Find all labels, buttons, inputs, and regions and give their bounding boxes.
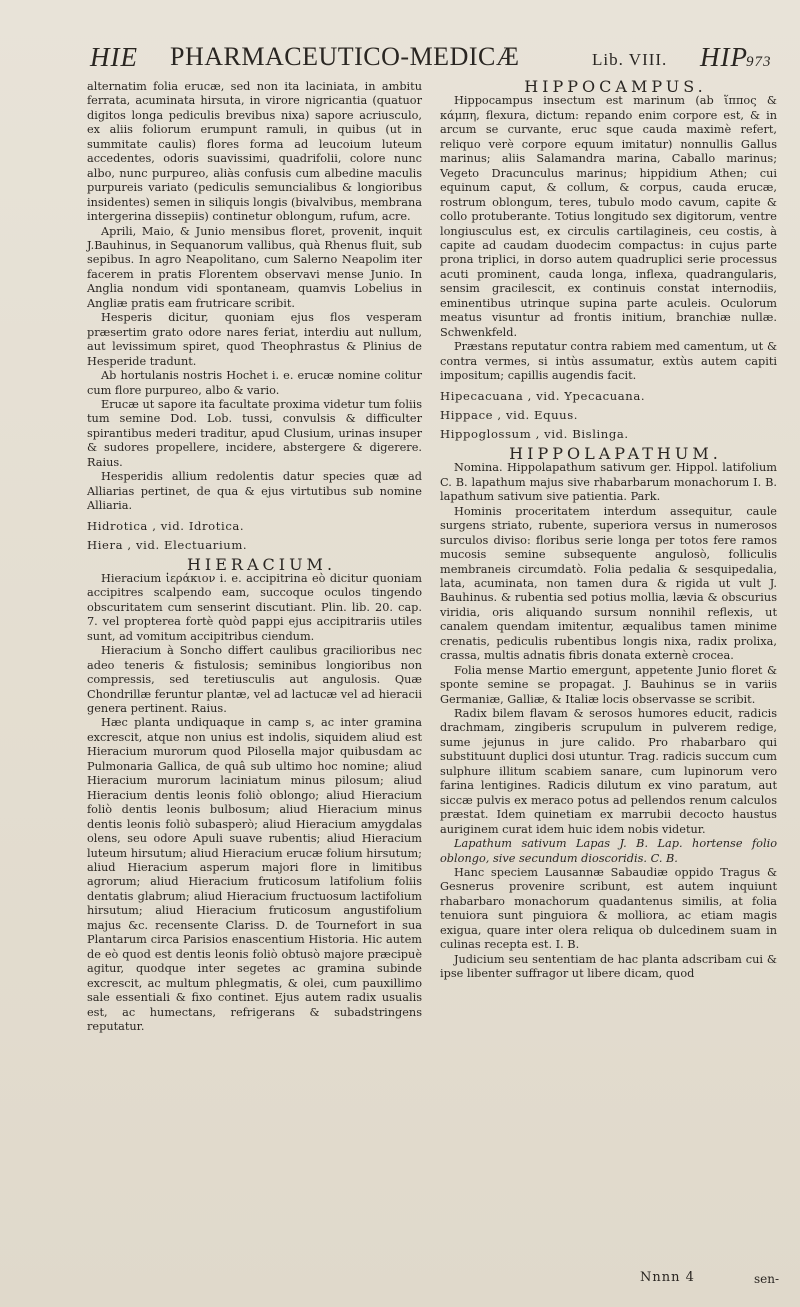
paragraph: Radix bilem flavam & serosos humores educit, radicis drachmam, zingiberis scrupulum in pulverem redige, sume jejunus in jure calido. Pro rhabarbaro qui substituunt duplici dosi utuntur. Trag. radicis succum cum sulphure illitum scabiem sanare, cum lupinorum vero farina lentigines. Radicis dilutum ex vino paratum, aut siccæ pulvis ex meraco potus ad pellendos renum calculos præstat. Idem quinetiam ex marrubii decocto haustus auriginem curat idem huic idem nobis videtur. — [440, 707, 777, 836]
paragraph: Hesperidis allium redolentis datur species quæ ad Alliarias pertinet, de qua & ejus virtutibus sub nomine Alliaria. — [87, 470, 422, 513]
left-column — [87, 80, 422, 1034]
entry-heading: HIERACIUM. — [186, 554, 337, 574]
cross-reference: Hidrotica , vid. Idrotica. — [87, 518, 245, 533]
running-head-book: Lib. VIII. — [592, 50, 668, 69]
entry-heading: HIPPOCAMPUS. — [524, 77, 707, 96]
paragraph: Folia mense Martio emergunt, appetente Junio floret & sponte semine se propagat. J. Bauhinus se in variis Germaniæ, Galliæ, & Italiæ locis observasse se scribit. — [440, 663, 777, 706]
running-head-right: HIP — [700, 42, 748, 72]
paragraph: Ab hortulanis nostris Hochet i. e. erucæ nomine colitur cum flore purpureo, albo & vario. — [87, 369, 422, 397]
cross-reference: Hippoglossum , vid. Bislinga. — [440, 427, 629, 442]
paragraph: Nomina. Hippolapathum sativum ger. Hippol. latifolium C. B. lapathum majus sive rhabarbarum monachorum I. B. lapathum sativum sive patientia. Park. — [440, 461, 777, 504]
signature-mark: Nnnn 4 — [640, 1270, 695, 1285]
paragraph: Erucæ ut sapore ita facultate proxima videtur tum foliis tum semine Dod. Lob. tussi, convulsis & difficulter spirantibus mederi traditur, apud Clusium, urinas insuper & sudores propellere, incidere, abstergere & digerere. Raius. — [87, 397, 422, 469]
page-number: 973 — [746, 54, 772, 70]
paragraph: Hesperis dicitur, quoniam ejus flos vesperam præsertim grato odore nares feriat, interdiu aut nullum, aut levissimum spiret, quod Theophrastus & Plinius de Hesperide tradunt. — [87, 311, 422, 368]
cross-reference: Hipecacuana , vid. Ypecacuana. — [440, 388, 646, 403]
entry-heading: HIPPOLAPATHUM. — [509, 443, 722, 463]
paragraph: Præstans reputatur contra rabiem med camentum, ut & contra vermes, si intùs assumatur, extùs autem capiti impositum; capillis augendis facit. — [440, 340, 777, 383]
running-head-left: HIE — [90, 42, 138, 72]
right-column — [440, 77, 777, 982]
paragraph: Aprili, Maio, & Junio mensibus floret, provenit, inquit J.Bauhinus, in Sequanorum vallibus, quà Rhenus fluit, sub sepibus. In agro Neapolitano, cum Salerno Neapolim iter facerem in pratis Florentem observavi mense Junio. In Anglia nondum vidi spontaneam, quamvis Lobelius in Angliæ pratis eam frutricare scribit. — [87, 224, 422, 310]
paragraph: Hippocampus insectum est marinum (ab ἵππος & κάμπη, flexura, dictum: repando enim corpore est, & in arcum se curvante, eruc sque cauda maximè refert, reliquo verè corpore equum imitatur) nonnullis Gallus marinus; aliis Salamandra marina, Caballo marinus; Vegeto Dracunculus marinus; hippidium Athen; cui equinum caput, & collum, & corpus, cauda erucæ, rostrum oblongum, teres, tubulo modo cavum, capite & collo protuberante. Totius longitudo sex digitorum, ventre longiusculus est, ex circulis cartilagineis, ceu costis, à capite ad caudam duodecim compactus: in cujus parte prona triplici, in dorso autem quadruplici serie processus acuti prominent, cauda longa, inflexa, quadrangularis, sensim gracilescit, ex continuis constat internodiis, eminentibus utrinque supina parte aculeis. Oculorum meatus visuntur ad frontis initium, branchiæ nullæ. Schwenkfeld. — [440, 94, 777, 339]
catchword: sen- — [754, 1272, 780, 1286]
paragraph: Lapathum sativum Lapas J. B. Lap. hortense folio oblongo, sive secundum dioscoridis. C. B. — [440, 837, 777, 865]
paragraph: Hanc speciem Lausannæ Sabaudiæ oppido Tragus & Gesnerus provenire scribunt, est autem inquiunt rhabarbaro monachorum quadantenus similis, at folia tenuiora sunt pinguiora & molliora, ac etiam magis exigua, quare inter olera reliqua ob dulcedinem suam in culinas recepta est. I. B. — [440, 866, 777, 952]
paragraph: alternatim folia erucæ, sed non ita laciniata, in ambitu ferrata, acuminata hirsuta, in virore nigricantia (quatuor digitos longa pediculis brevibus nixa) sapore acriusculo, ex aliis foliorum erumpunt ramuli, in quibus (ut in summitate caulis) flores forma ad leucoium luteum accedentes, odoris suavissimi, quadrifolii, colore nunc albo, nunc purpureo, aliàs confusis cum albedine maculis purpureis variato (pediculis semuncialibus & longioribus insidentes) semen in siliquis longis (bivalvibus, membrana intergerina dissepiis) continetur oblongum, rufum, acre. — [87, 80, 422, 224]
running-head-title: PHARMACEUTICO-MEDICÆ — [170, 42, 520, 71]
paragraph: Hominis proceritatem interdum assequitur, caule surgens striato, rubente, superiora versus in numerosos surculos diviso: floribus serie longa per totos fere ramos mucosis semine subsequente angulosò, folliculis membraneis circumdatò. Folia pedalia & sesquipedalia, lata, acuminata, non tamen dura & rigida ut vult J. Bauhinus. & rubentia sed potius mollia, lævia & obscurius viridia, oris aliquando sursum nonnihil reflexis, ut canalem quendam imitentur, æqualibus tamen minime crenatis, pediculis rubentibus longis nixa, radix prolixa, crassa, multis adnatis fibris donata externè crocea. — [440, 504, 777, 663]
paragraph: Hieracium à Soncho differt caulibus gracilioribus nec adeo teneris & fistulosis; seminibus longioribus non compressis, sed teretiusculis aut angulosis. Quæ Chondrillæ feruntur plantæ, vel ad lactucæ vel ad hieracii genera pertinent. Raius. — [87, 644, 422, 716]
paragraph: Judicium seu sententiam de hac planta adscribam cui & ipse libenter suffragor ut libere dicam, quod — [440, 952, 777, 981]
paragraph: Hieracium ἱεράκιον i. e. accipitrina eò dicitur quoniam accipitres scalpendo eam, succoque oculos tingendo obscuritatem cum senserint discutiant. Plin. lib. 20. cap. 7. vel propterea fortè quòd pappi ejus accipitrariis utiles sunt, ad vomitum accipitribus ciendum. — [87, 571, 422, 643]
paragraph: Hæc planta undiquaque in camp s, ac inter gramina excrescit, atque non unius est indolis, siquidem aliud est Hieracium murorum quod Pilosella major quibusdam ac Pulmonaria Gallica, de quâ sub ultimo hoc nomine; aliud Hieracium murorum laciniatum minus pilosum; aliud Hieracium dentis leonis foliò oblongo; aliud Hieracium foliò dentis leonis bulbosum; aliud Hieracium minus dentis leonis foliò subasperò; aliud Hieracium amygdalas olens, seu odore Apuli suave rubentis; aliud Hieracium luteum hirsutum; aliud Hieracium erucæ folium hirsutum; aliud Hieracium asperum majori flore in limitibus agrorum; aliud Hieracium fruticosum latifolium foliis dentatis glabrum; aliud Hieracium fructuosum lactifolium hirsutum; aliud Hieracium fruticosum angustifolium majus &c. recensente Clariss. D. de Tournefort in sua Plantarum circa Parisios enascentium Historia. Hic autem de eò quod est dentis leonis foliò obtusò majore præcipuè agitur, quodque inter segetes ac gramina subinde excrescit, ac multum phlegmatis, & olei, cum pauxillimo sale essentiali & fixo continet. Ejus autem radix usualis est, ac humectans, refrigerans & subadstringens reputatur. — [87, 716, 422, 1033]
cross-reference: Hippace , vid. Equus. — [440, 407, 579, 422]
cross-reference: Hiera , vid. Electuarium. — [87, 538, 248, 553]
